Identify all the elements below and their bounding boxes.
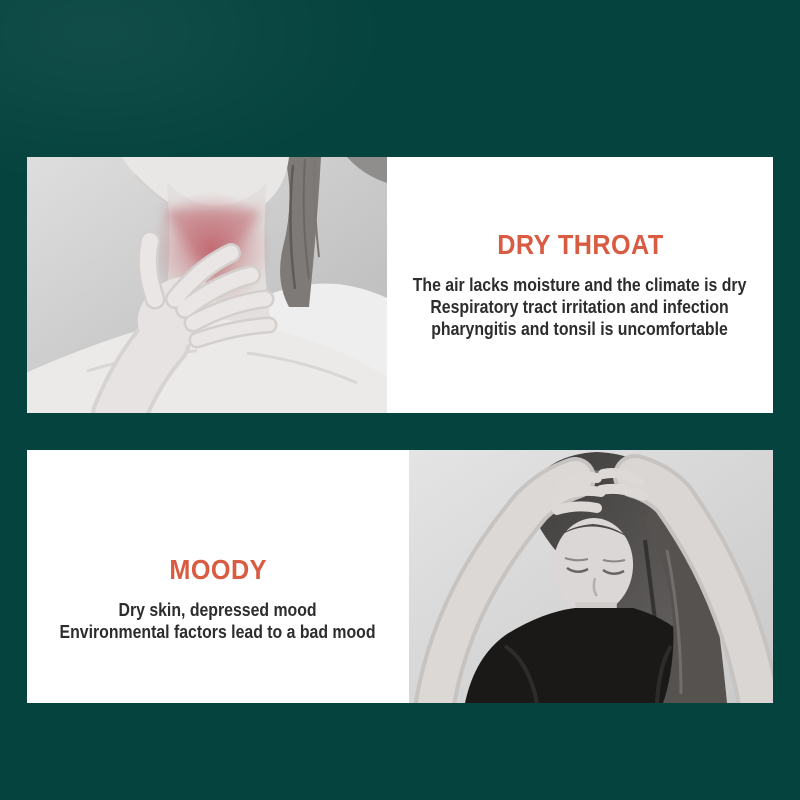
moody-title: MOODY — [169, 553, 267, 585]
moody-photo — [409, 450, 773, 703]
dry-throat-card — [27, 157, 773, 413]
moody-card — [27, 450, 773, 703]
moody-line-2: Environmental factors lead to a bad mood — [60, 621, 376, 642]
dry-throat-line-2: Respiratory tract irritation and infection — [430, 297, 730, 317]
dry-throat-line-1: The air lacks moisture and the climate is dry — [413, 275, 747, 295]
sore-throat-illustration — [27, 157, 387, 413]
dry-throat-photo — [27, 157, 387, 413]
dry-throat-title: DRY THROAT — [496, 229, 664, 260]
dry-throat-line-3: pharyngitis and tonsil is uncomfortable — [431, 319, 729, 339]
moody-line-1: Dry skin, depressed mood — [118, 599, 318, 620]
dry-throat-text-panel — [387, 157, 773, 413]
stressed-woman-illustration — [409, 450, 773, 703]
moody-text-panel — [27, 450, 409, 703]
